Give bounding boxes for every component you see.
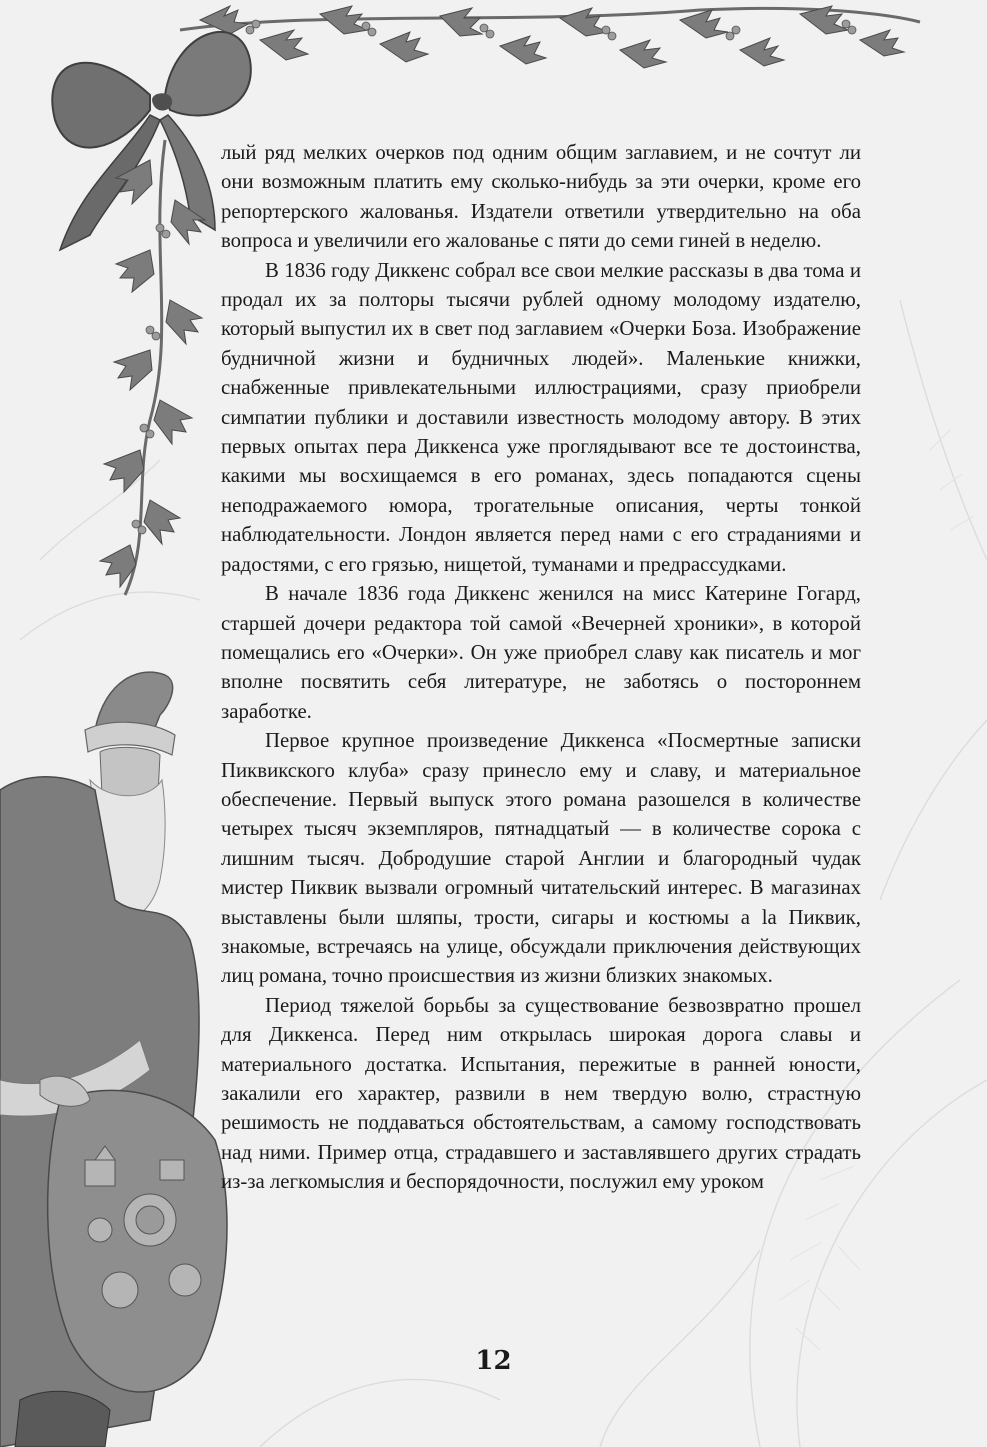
page-body-text [221, 138, 861, 1197]
paragraph-continuation: лый ряд мелких очерков под одним общим заглавием, и не сочтут ли они возможным платить ему сколько-нибудь за эти очерки, кроме его репортерского жалованья. Издатели ответили утвердительно на оба вопроса и увеличили его жалованье с пяти до семи гиней в неделю. [221, 141, 861, 253]
page-number: 12 [475, 1346, 512, 1376]
paragraph: Период тяжелой борьбы за существование безвозвратно прошел для Диккенса. Перед ним открылась широкая дорога славы и материального достатка. Испытания, пережитые в ранней юности, закалили его характер, развили в нем твердую волю, страстную решимость не поддаваться обстоятельствам, а самому господствовать над ними. Пример отца, страдавшего и заставлявшего других страдать из-за легкомыслия и беспорядочности, послужил ему уроком [221, 993, 861, 1194]
santa-claus-illustration [0, 660, 230, 1447]
paragraph: Первое крупное произведение Диккенса «Посмертные записки Пиквикского клуба» сразу принесло ему и славу, и материальное обеспечение. Первый выпуск этого романа разошелся в количестве четырех тысяч экземпляров, пятнадцатый — в количестве сорока с лишним тысяч. Добродушие старой Англии и благородный чудак мистер Пиквик вызвали огромный читательский интерес. В магазинах выставлены были шляпы, трости, сигары и костюмы a la Пиквик, знакомые, встречаясь на улице, обсуждали приключения действующих лиц романа, точно происшествия из жизни близких знакомых. [221, 729, 861, 988]
holly-leaves-top [180, 6, 920, 68]
paragraph: В начале 1836 года Диккенс женился на мисс Катерине Гогард, старшей дочери редактора той самой «Вечерней хроники», в которой помещались его «Очерки». Он уже приобрел славу как писатель и мог вполне посвятить себя литературе, не заботясь о постороннем заработке. [221, 582, 861, 723]
paragraph: В 1836 году Диккенс собрал все свои мелкие рассказы в два тома и продал их за полторы тысячи рублей одному молодому издателю, который выпустил их в свет под заглавием «Очерки Боза. Изображение будничной жизни и будничных людей». Маленькие книжки, снабженные привлекательными иллюстрациями, сразу приобрели симпатии публики и доставили известность молодому автору. В этих первых опытах пера Диккенса уже проглядывают все те достоинства, какими мы восхищаемся в его романах, здесь попадаются сцены неподражаемого юмора, трогательные описания, черты тонкой наблюдательности. Лондон является перед нами с его страданиями и радостями, с его грязью, нищетой, туманами и предрассудками. [221, 258, 861, 576]
